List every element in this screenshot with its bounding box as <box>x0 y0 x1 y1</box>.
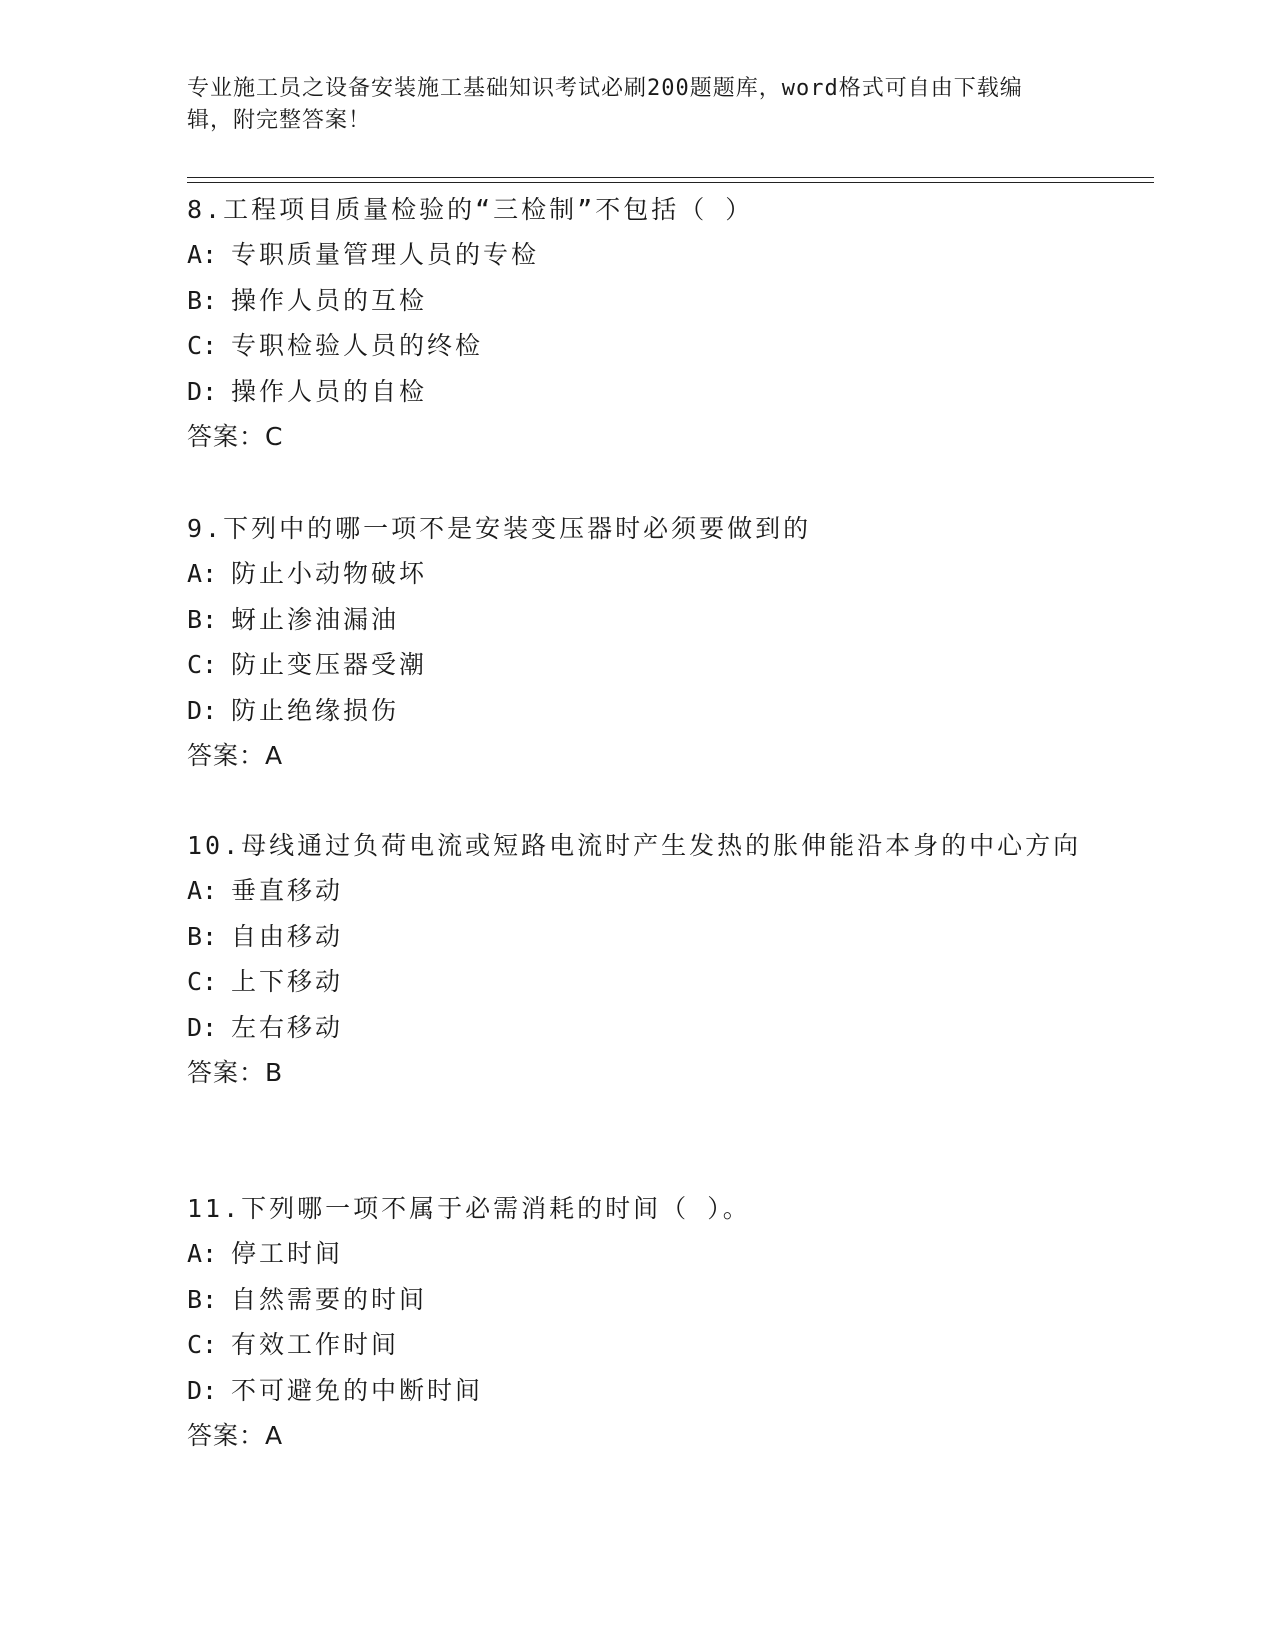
option-letter: A: <box>187 876 218 905</box>
option-c <box>187 959 1087 1005</box>
question-11 <box>187 1186 1087 1459</box>
option-b <box>187 914 1087 960</box>
option-text: 防止变压器受潮 <box>231 650 428 679</box>
option-letter: B: <box>187 921 218 951</box>
option-letter: C: <box>187 650 218 679</box>
option-d <box>187 1368 1087 1414</box>
option-d <box>187 369 1087 415</box>
option-letter: B: <box>187 285 218 315</box>
option-b <box>187 278 1087 324</box>
question-stem: 9.下列中的哪一项不是安装变压器时必须要做到的 <box>187 514 812 543</box>
option-text: 防止绝缘损伤 <box>231 695 400 725</box>
option-b <box>187 1277 1087 1323</box>
option-letter: B: <box>187 1284 218 1314</box>
question-stem: 11.下列哪一项不属于必需消耗的时间（ ）。 <box>187 1194 751 1223</box>
question-8 <box>187 187 1087 460</box>
option-text: 左右移动 <box>231 1012 344 1042</box>
option-letter: D: <box>187 376 218 406</box>
question-stem: 8.工程项目质量检验的“三检制”不包括（ ） <box>187 195 754 224</box>
option-c <box>187 1322 1087 1368</box>
option-text: 蚜止渗油漏油 <box>231 604 400 634</box>
option-text: 专职检验人员的终检 <box>231 331 484 360</box>
option-d <box>187 688 1087 734</box>
question-10 <box>187 823 1087 1096</box>
option-text: 操作人员的互检 <box>231 285 428 315</box>
option-text: 垂直移动 <box>231 876 344 905</box>
option-text: 自由移动 <box>231 921 344 951</box>
answer-line: 答案：A <box>187 1421 284 1450</box>
option-text: 停工时间 <box>231 1239 344 1268</box>
option-a <box>187 1231 1087 1277</box>
option-letter: D: <box>187 695 218 725</box>
header-divider-top <box>187 177 1154 178</box>
option-d <box>187 1005 1087 1051</box>
option-letter: A: <box>187 1239 218 1268</box>
option-a <box>187 232 1087 278</box>
option-text: 上下移动 <box>231 967 344 996</box>
answer-line: 答案：A <box>187 741 284 770</box>
option-letter: A: <box>187 559 218 588</box>
option-b <box>187 597 1087 643</box>
option-letter: B: <box>187 604 218 634</box>
header-divider-bottom <box>187 182 1154 183</box>
option-a <box>187 551 1087 597</box>
answer-line: 答案：C <box>187 422 284 451</box>
option-letter: A: <box>187 240 218 269</box>
option-c <box>187 642 1087 688</box>
question-9 <box>187 506 1087 779</box>
option-letter: D: <box>187 1012 218 1042</box>
option-a <box>187 868 1087 914</box>
option-text: 防止小动物破坏 <box>231 559 428 588</box>
option-text: 自然需要的时间 <box>231 1284 428 1314</box>
option-text: 专职质量管理人员的专检 <box>231 240 540 269</box>
option-text: 有效工作时间 <box>231 1330 400 1359</box>
option-c <box>187 323 1087 369</box>
option-letter: C: <box>187 1330 218 1359</box>
option-text: 操作人员的自检 <box>231 376 428 406</box>
option-letter: C: <box>187 967 218 996</box>
document-header: 专业施工员之设备安装施工基础知识考试必刷200题题库，word格式可自由下载编辑，附完整答案！ <box>187 76 1023 133</box>
option-letter: C: <box>187 331 218 360</box>
answer-line: 答案：B <box>187 1058 284 1087</box>
option-letter: D: <box>187 1375 218 1405</box>
option-text: 不可避免的中断时间 <box>231 1375 484 1405</box>
question-stem: 10.母线通过负荷电流或短路电流时产生发热的胀伸能沿本身的中心方向 <box>187 831 1082 860</box>
